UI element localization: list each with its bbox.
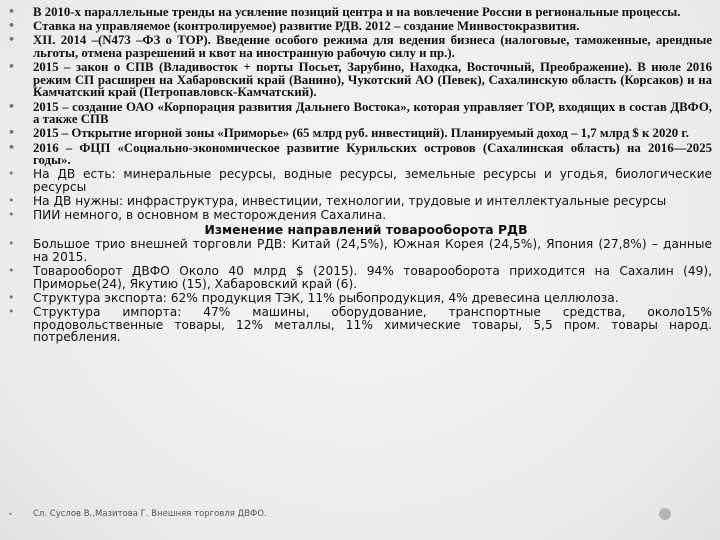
circle-icon (659, 508, 671, 520)
list-item: • На ДВ нужны: инфраструктура, инвестиции, технологии, трудовые и интеллектуальные ресурсы (0, 195, 712, 208)
list-item: • Товарооборот ДВФО Около 40 млрд $ (2015). 94% товарооборота приходится на Сахалин (49), Приморье(24), Якутию (15), Хабаровский край (6). (0, 265, 712, 290)
footer-source: Сл. Суслов В.,Мазитова Г. Внешняя торговля ДВФО. (33, 509, 267, 519)
list-item: • 2016 – ФЦП «Социально-экономическое развитие Курильских островов (Сахалинская область) на 2016—2025 годы». (0, 142, 712, 167)
bullet-list (0, 6, 712, 346)
list-item: • Структура экспорта: 62% продукция ТЭК, 11% рыбопродукция, 4% древесина целлюлоза. (0, 292, 712, 305)
list-item: • 2015 – закон о СПВ (Владивосток + порты Посьет, Зарубино, Находка, Восточный, Преображение). В июле 2016 режим СП расширен на Хабаровский край (Ванино), Чукотский АО (Певек), Сахалинскую область (Корсаков) и на Камчатский край (Петропавловск-Камчатский). (0, 61, 712, 99)
section-heading: Изменение направлений товарооборота РДВ (204, 222, 528, 238)
list-item: • 2015 – создание ОАО «Корпорация развития Дальнего Востока», которая управляет ТОР, входящих в состав ДВФО, а также СПВ (0, 101, 712, 126)
list-item: • Ставка на управляемое (контролируемое) развитие РДВ. 2012 – создание Минвостокразвития. (0, 20, 712, 33)
list-item: • Структура импорта: 47% машины, оборудование, транспортные средства, около15% продовольственные товары, 12% металлы, 11% химические товары, 5,5 пром. товары народ. потребления. (0, 306, 712, 344)
list-item: • На ДВ есть: минеральные ресурсы, водные ресурсы, земельные ресурсы и угодья, биологические ресурсы (0, 168, 712, 193)
list-item: • 2015 – Открытие игорной зоны «Приморье» (65 млрд руб. инвестиций). Планируемый доход – 1,7 млрд $ к 2020 г. (0, 127, 712, 140)
list-item: • Большое трио внешней торговли РДВ: Китай (24,5%), Южная Корея (24,5%), Япония (27,8%) – данные на 2015. (0, 238, 712, 263)
bullet-icon: • (8, 510, 13, 519)
list-item: • ПИИ немного, в основном в месторождения Сахалина. (0, 209, 712, 222)
footer (0, 506, 720, 526)
list-item: • В 2010-х параллельные тренды на усиление позиций центра и на вовлечение России в региональные процессы. (0, 6, 712, 19)
list-item: • XII. 2014 –(N473 –ФЗ о ТОР). Введение особого режима для ведения бизнеса (налоговые, таможенные, арендные льготы, отмена разрешений и квот на иностранную рабочую силу и пр.). (0, 34, 712, 59)
